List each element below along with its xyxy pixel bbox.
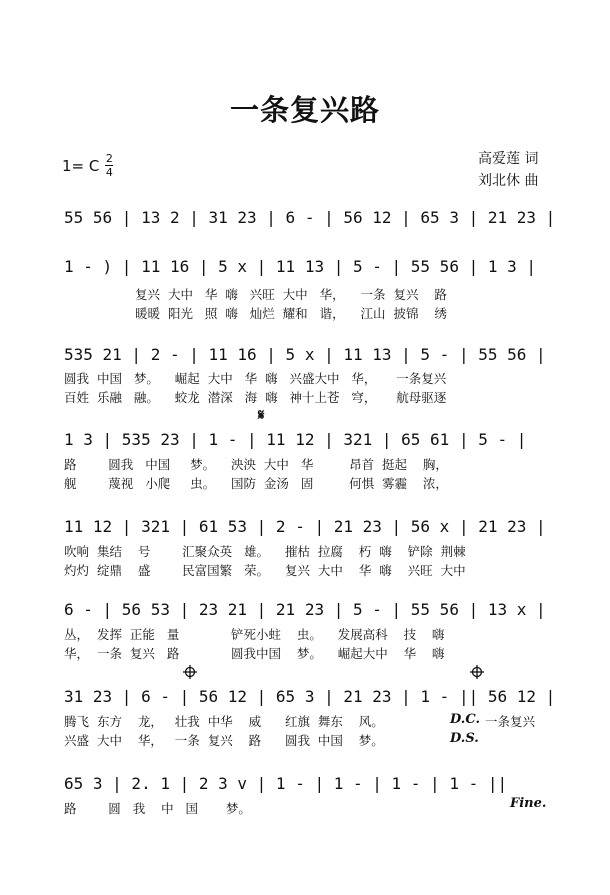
notes-text: 65 3 | 2. 1 | 2 3 v | 1 - | 1 - | 1 - | 1 - || [64,774,508,793]
staff-system [0,774,610,854]
staff-system [0,600,610,680]
lyricist-credit: 高爱莲 词 [478,151,539,167]
lyric-line-1 [0,369,610,387]
notes-text: 535 21 | 2 - | 11 16 | 5 x | 11 13 | 5 - | 55 56 | [64,345,546,364]
notes-text: 11 12 | 321 | 61 53 | 2 - | 21 23 | 56 x | 21 23 | [64,517,546,536]
lyric-text: 圆我 中国 梦。 崛起 大中 华 嗨 兴盛大中 华， 一条复兴 [64,371,447,386]
lyric-text: 路 圆 我 中 国 梦。 [64,801,251,816]
notation-line [0,257,610,281]
lyric-text: 丛， 发挥 正能 量 铲死小蛀 虫。 发展高科 技 嗨 [64,627,445,642]
notation-line [0,430,610,454]
key-signature [62,153,113,178]
lyric-text: 腾飞 东方 龙， 壮我 中华 威 红旗 舞东 风。 [64,714,384,729]
dc-marking: D.C. [450,712,480,727]
notes-text: 1 3 | 535 23 | 1 - | 11 12 | 321 | 65 61 | 5 - | [64,430,527,449]
notes-text: 6 - | 56 53 | 23 21 | 21 23 | 5 - | 55 56 | 13 x | [64,600,546,619]
composer-credit: 刘北休 曲 [478,173,539,189]
notation-line [0,600,610,624]
notation-line [0,687,610,711]
lyric-line-2 [0,304,610,322]
lyric-line-2 [0,561,610,579]
lyric-line-1 [0,625,610,643]
coda-sign [470,665,484,679]
song-title: 一条复兴路 [229,93,380,127]
lyric-text: 舰 蔑视 小爬 虫。 国防 金汤 固 何惧 雾霾 浓， [64,476,448,491]
notes-text: 31 23 | 6 - | 56 12 | 65 3 | 21 23 | 1 - || 56 12 | [64,687,556,706]
lyric-line-2 [0,731,610,749]
lyric-text: 吹响 集结 号 汇聚众英 雄。 摧枯 拉腐 朽 嗨 铲除 荆棘 [64,544,466,559]
coda-sign [183,665,197,679]
lyric-line-2 [0,644,610,662]
lyric-text: 路 圆我 中国 梦。 泱泱 大中 华 昂首 挺起 胸， [64,457,448,472]
time-signature [105,153,113,178]
lyric-text: 华， 一条 复兴 路 圆我中国 梦。 崛起大中 华 嗨 [64,646,445,661]
notation-line [0,345,610,369]
segno-sign: 𝄋 [258,406,265,424]
time-unit: 4 [105,166,113,179]
notation-line [0,208,610,232]
fine-marking: Fine. [510,796,547,811]
lyric-text: 复兴 大中 华 嗨 兴旺 大中 华， 一条 复兴 路 [135,287,447,302]
lyric-line-2 [0,388,610,406]
key-label: 1= C [62,156,100,175]
staff-system [0,517,610,597]
notes-text: 1 - ) | 11 16 | 5 x | 11 13 | 5 - | 55 56 | 1 3 | [64,257,537,276]
ds-marking: D.S. [450,731,479,746]
staff-system [0,406,610,510]
lyric-line-1 [0,455,610,473]
time-beats: 2 [105,152,113,165]
lyric-line-1 [0,542,610,560]
lyric-line-2 [0,474,610,492]
lyric-text: 灼灼 绽鼎 盛 民富国繁 荣。 复兴 大中 华 嗨 兴旺 大中 [64,563,466,578]
staff-system [0,687,610,767]
lyric-text: 百姓 乐融 融。 蛟龙 潜深 海 嗨 神十上苍 穹， 航母驱逐 [64,390,447,405]
lyric-line-1 [0,712,610,730]
staff-system [0,257,610,337]
lyric-text: 暖暖 阳光 照 嗨 灿烂 耀和 谐， 江山 披锦 绣 [135,306,447,321]
notation-line [0,774,610,798]
staff-system [0,345,610,425]
lyric-line-1 [0,285,610,303]
notation-line [0,517,610,541]
lyric-text: 一条复兴 [485,714,536,729]
notes-text: 55 56 | 13 2 | 31 23 | 6 - | 56 12 | 65 3 | 21 23 | [64,208,556,227]
lyric-text: 兴盛 大中 华， 一条 复兴 路 圆我 中国 梦。 [64,733,384,748]
